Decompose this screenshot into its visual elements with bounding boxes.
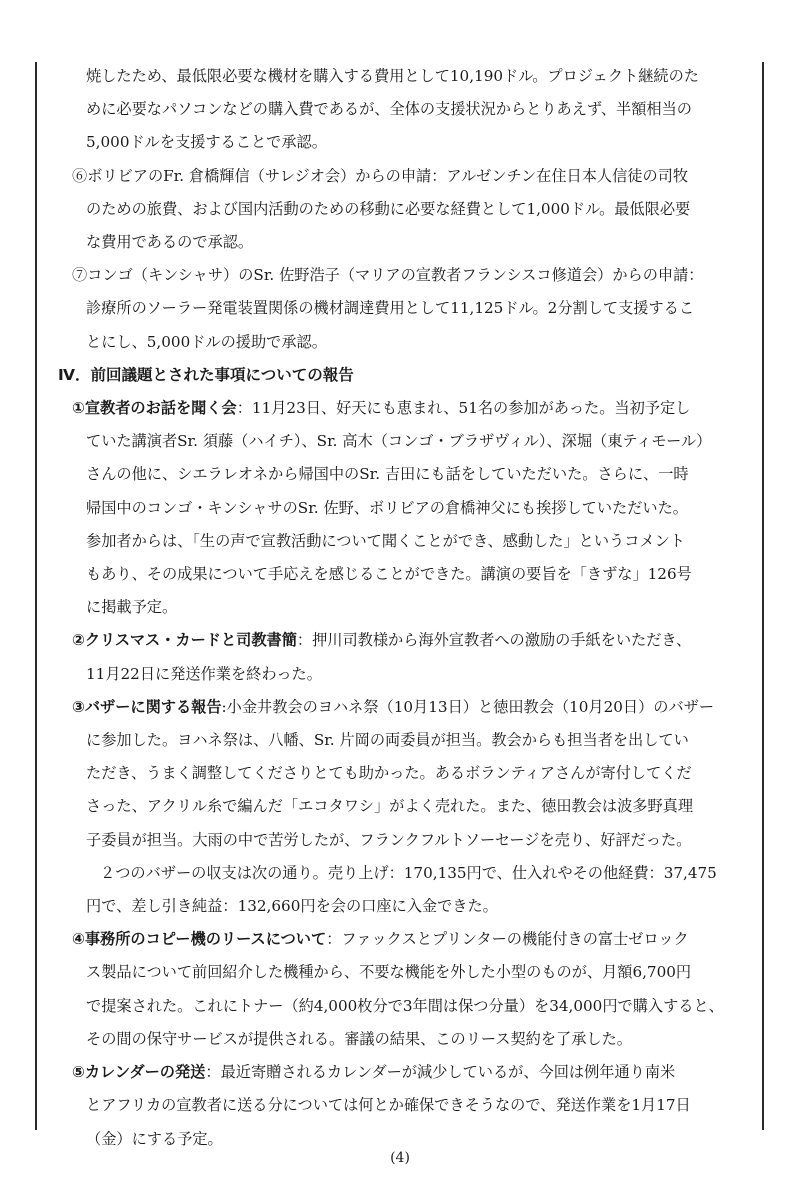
report-title: ②クリスマス・カードと司教書簡 xyxy=(72,631,297,650)
report-title: ①宣教者のお話を聞く会 xyxy=(72,399,237,418)
report-item-2: ②クリスマス・カードと司教書簡：押川司教様から海外宣教者への激励の手紙をいただき、 11月22日に発送作業を終わった。 xyxy=(72,631,692,683)
report-title: ④事務所のコピー機のリースについて xyxy=(72,930,327,949)
report-title: ③バザーに関する報告 xyxy=(72,697,222,716)
report-item-4: ④事務所のコピー機のリースについて：ファックスとプリンターの機能付きの富士ゼロック ス製品について前回紹介した機種から、不要な機能を外した小型のものが、月額6,700円 で提案された。これにトナー（約4,000枚分で3年間は保つ分量）を34,000円で購入すると、 その間の保守サービスが提供される。審議の結果、このリース契約を了承した。 xyxy=(72,930,724,1048)
report-item-1: ①宣教者のお話を聞く会：11月23日、好天にも恵まれ、51名の参加があった。当初予定し ていた講演者Sr. 須藤（ハイチ）、Sr. 高木（コンゴ・ブラザヴィル）、深堀（東ティモール） さんの他に、シエラレオネから帰国中のSr. 吉田にも話をしていただいた。さらに、一時 帰国中のコンゴ・キンシャサのSr. 佐野、ボリビアの倉橋神父にも挨拶していただいた。 参加者からは、「生の声で宣教活動について聞くことができ、感動した」というコメント もあり、その成果について手応えを感じることができた。講演の要旨を「きずな」126号 に掲載予定。 xyxy=(72,399,712,617)
document-body xyxy=(58,60,748,1156)
report-item-3: ③バザーに関する報告:小金井教会のヨハネ祭（10月13日）と徳田教会（10月20日）のバザー に参加した。ヨハネ祭は、八幡、Sr. 片岡の両委員が担当。教会からも担当者を出してい ただき、うまく調整してくださりとても助かった。あるボランティアさんが寄付してくだ さった、アクリル糸で編んだ「エコタワシ」がよく売れた。また、徳田教会は波多野真理 子委員が担当。大雨の中で苦労したが、フランクフルトソーセージを売り、好評だった。 ２つのバザーの収支は次の通り。売り上げ：170,135円で、仕入れやその他経費：37,475 円で、差し引き純益：132,660円を会の口座に入金できた。 xyxy=(72,697,717,916)
intro-paragraph: 焼したため、最低限必要な機材を購入する費用として10,190ドル。プロジェクト継続のた めに必要なパソコンなどの購入費であるが、全体の支援状況からとりあえず、半額相当の 5,000ドルを支援することで承認。 xyxy=(86,67,699,152)
report-item-5: ⑤カレンダーの発送：最近寄贈されるカレンダーが減少しているが、今回は例年通り南米 とアフリカの宣教者に送る分については何とか確保できそうなので、発送作業を1月17日 （金）にする予定。 xyxy=(72,1063,691,1148)
request-item-7: ⑦コンゴ（キンシャサ）のSr. 佐野浩子（マリアの宣教者フランシスコ修道会）からの申請： 診療所のソーラー発電装置関係の機材調達費用として11,125ドル。2分割して支援するこ とにし、5,000ドルの援助で承認。 xyxy=(72,266,704,351)
page-number: (4) xyxy=(390,1150,410,1166)
section-heading: Ⅳ．前回議題とされた事項についての報告 xyxy=(58,365,354,384)
right-margin-rule xyxy=(762,62,764,1130)
request-item-6: ⑥ボリビアのFr. 倉橋輝信（サレジオ会）からの申請：アルゼンチン在住日本人信徒の司牧 のための旅費、および国内活動のための移動に必要な経費として1,000ドル。最低限必要 な費用であるので承認。 xyxy=(72,166,691,252)
left-margin-rule xyxy=(35,62,37,1130)
report-title: ⑤カレンダーの発送 xyxy=(72,1063,206,1082)
